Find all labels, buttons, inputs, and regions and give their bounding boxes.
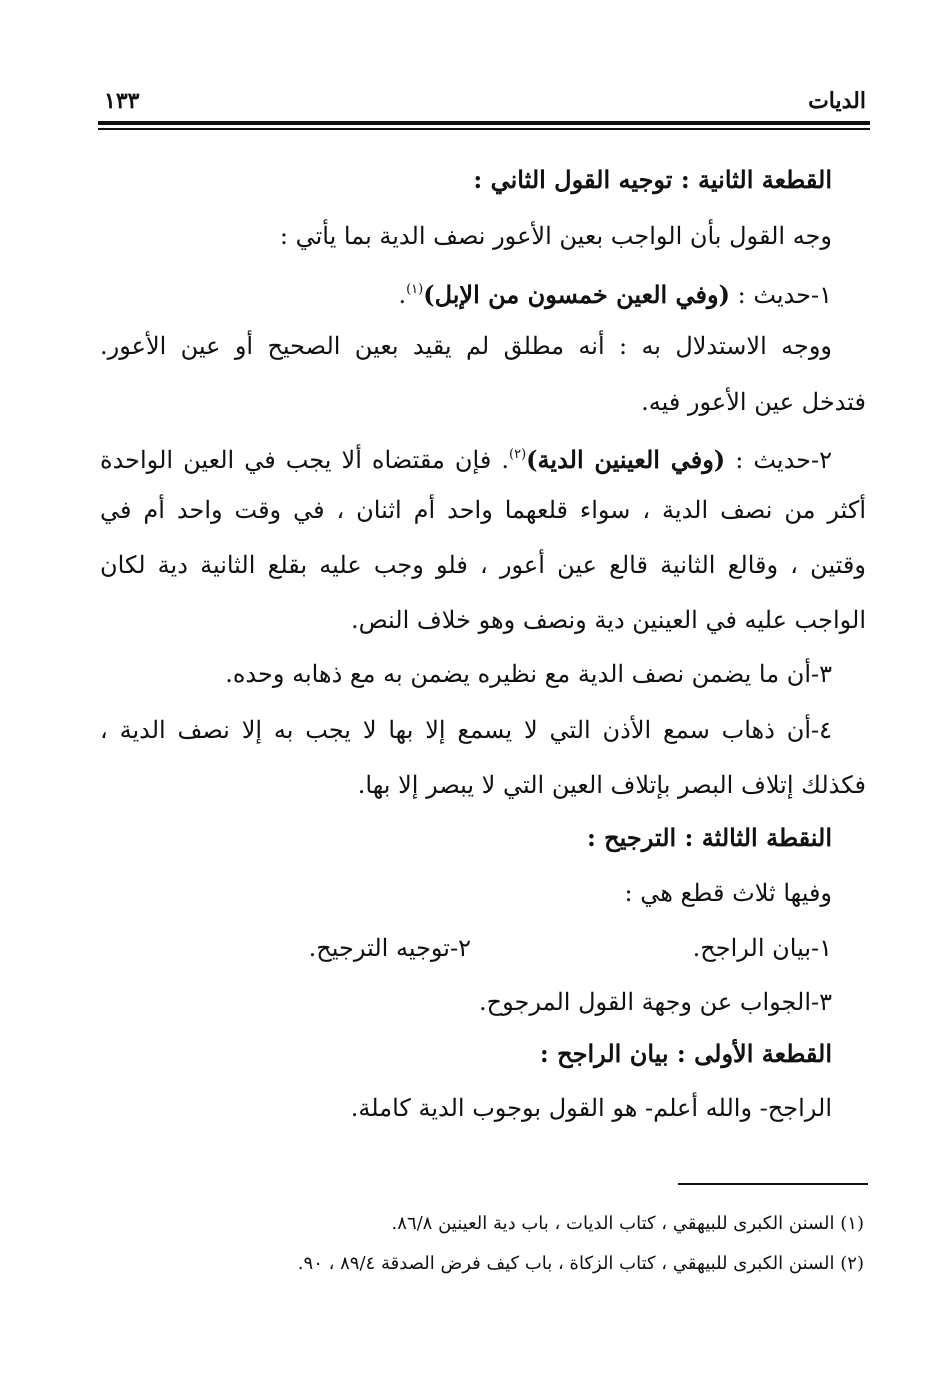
paragraph-line: وقتين ، وقالع الثانية قالع عين أعور ، فلو وجب عليه بقلع الثانية دية لكان <box>100 551 866 579</box>
list-item-3: ٣-أن ما يضمن نصف الدية مع نظيره يضمن به مع ذهابه وحده. <box>225 660 832 688</box>
page-number: ١٣٣ <box>104 88 140 114</box>
paragraph-line: وجه القول بأن الواجب بعين الأعور نصف الدية بما يأتي : <box>279 222 832 250</box>
two-column-list <box>100 930 866 970</box>
hadith-quote: (وفي العينين الدية) <box>526 445 726 474</box>
paragraph-line: ووجه الاستدلال به : أنه مطلق لم يقيد بعين الصحيح أو عين الأعور. <box>100 332 832 360</box>
hadith-1-line <box>100 272 866 312</box>
footnote-separator <box>678 1183 868 1185</box>
list-marker: ٢-حديث : <box>725 446 833 474</box>
paragraph-line: وفيها ثلاث قطع هي : <box>624 879 832 907</box>
header-rule-thin <box>98 128 870 130</box>
paragraph-text: . فإن مقتضاه ألا يجب في العين الواحدة <box>100 446 509 474</box>
hadith-2-line <box>100 437 866 477</box>
paragraph-line: فتدخل عين الأعور فيه. <box>641 388 866 416</box>
list-item-1: ١-بيان الراجح. <box>692 934 832 962</box>
list-marker: ١-حديث : <box>729 281 832 309</box>
footnote-ref-1: (١) <box>406 282 424 297</box>
section-heading-second-argument: القطعة الثانية : توجيه القول الثاني : <box>473 165 832 194</box>
punctuation: . <box>398 281 407 309</box>
list-item-3: ٣-الجواب عن وجهة القول المرجوح. <box>478 988 832 1016</box>
section-heading-third-point: النقطة الثالثة : الترجيح : <box>586 823 832 852</box>
footnote-ref-2: (٢) <box>509 447 527 462</box>
footnote-1: (١) السنن الكبرى للبيهقي ، كتاب الديات ، باب دية العينين ٨٦/٨. <box>391 1213 864 1234</box>
header-rule-thick <box>98 121 870 125</box>
section-heading-first-part: القطعة الأولى : بيان الراجح : <box>539 1039 832 1068</box>
list-item-4: ٤-أن ذهاب سمع الأذن التي لا يسمع إلا بها لا يجب به إلا نصف الدية ، <box>100 716 833 744</box>
running-header <box>98 86 870 122</box>
paragraph-line: الواجب عليه في العينين دية ونصف وهو خلاف النص. <box>351 606 866 634</box>
footnote-2: (٢) السنن الكبرى للبيهقي ، كتاب الزكاة ، باب كيف فرض الصدقة ٨٩/٤ ، ٩٠. <box>297 1253 864 1274</box>
list-item-2: ٢-توجيه الترجيح. <box>308 934 471 962</box>
chapter-title: الديات <box>808 88 866 114</box>
paragraph-line: الراجح- والله أعلم- هو القول بوجوب الدية كاملة. <box>350 1094 832 1122</box>
paragraph-line: أكثر من نصف الدية ، سواء قلعهما واحد أم اثنان ، في وقت واحد أم في <box>100 496 867 524</box>
paragraph-line: فكذلك إتلاف البصر بإتلاف العين التي لا يبصر إلا بها. <box>357 771 866 799</box>
hadith-quote: (وفي العين خمسون من الإبل) <box>423 280 730 309</box>
